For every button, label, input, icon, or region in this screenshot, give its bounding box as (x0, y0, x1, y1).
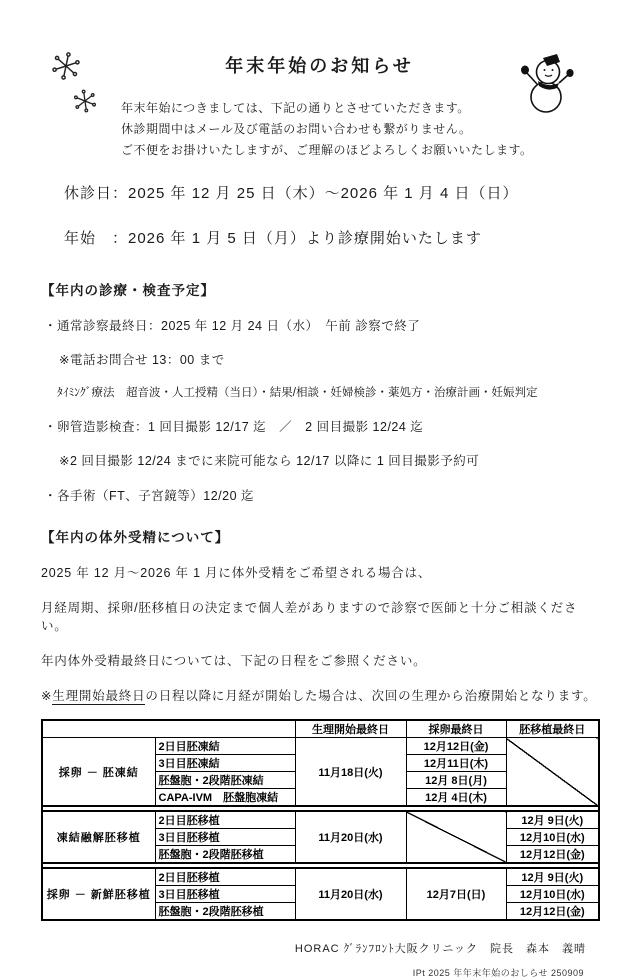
group-label-cell: 採卵 － 新鮮胚移植 (42, 868, 155, 920)
ivf-note (41, 686, 598, 704)
table-corner-cell (42, 720, 295, 738)
schedule-section-heading: 【年内の診療・検査予定】 (41, 283, 215, 298)
ivf-paragraph: 2025 年 12 月～2026 年 1 月に体外受精をご希望される場合は、 (41, 566, 432, 580)
collection-date-cell: 12月7日(日) (406, 868, 506, 920)
snowman-icon (513, 50, 581, 125)
start-date-cell: 11月20日(水) (295, 868, 406, 920)
closed-period-line: 休診日：2025 年 12 月 25 日（木）～2026 年 1 月 4 日（日） (64, 185, 519, 202)
row-label-cell: 3日目胚移植 (155, 886, 295, 903)
table-header-cell: 採卵最終日 (406, 720, 506, 738)
row-label-cell: 2日目胚凍結 (155, 738, 295, 755)
schedule-note: ※2 回目撮影 12/24 までに来院可能なら 12/17 以降に 1 回目撮影予約可 (59, 454, 480, 468)
row-label-cell: 胚盤胞・2段階胚移植 (155, 846, 295, 864)
schedule-note: ※電話お問合せ 13：00 まで (59, 353, 225, 367)
group-label-cell: 採卵 － 胚凍結 (42, 738, 155, 807)
diagonal-cell (506, 738, 599, 807)
start-date-cell: 11月18日(火) (295, 738, 406, 807)
ivf-note-rest: の日程以降に月経が開始した場合は、次回の生理から治療開始となります。 (145, 689, 597, 703)
row-label-cell: 3日目胚移植 (155, 829, 295, 846)
page-title: 年末年始のお知らせ (225, 56, 414, 76)
table-row (42, 868, 599, 886)
ivf-deadline-table (41, 719, 600, 921)
diagonal-cell (406, 811, 506, 863)
intro-line: 休診期間中はメール及び電話のお問い合わせも繋がりません。 (121, 122, 472, 136)
row-label-cell: 3日目胚凍結 (155, 755, 295, 772)
reopen-date-line: 年始 ：2026 年 1 月 5 日（月）より診療開始いたします (64, 230, 482, 247)
group-label-cell: 凍結融解胚移植 (42, 811, 155, 863)
ivf-note-underlined: 生理開始最終日 (52, 689, 146, 703)
schedule-detail: ﾀｲﾐﾝｸﾞ療法 超音波・人工授精（当日）・結果/相談・妊婦検診・薬処方・治療計画・妊娠判定 (57, 387, 538, 399)
transfer-date-cell: 12月12日(金) (506, 846, 599, 864)
transfer-date-cell: 12月10日(水) (506, 829, 599, 846)
row-label-cell: 2日目胚移植 (155, 868, 295, 886)
ivf-paragraph: 年内体外受精最終日については、下記の日程をご参照ください。 (41, 654, 427, 668)
clinic-signature: HORAC ｸﾞﾗﾝﾌﾛﾝﾄ大阪クリニック 院長 森本 義晴 (294, 943, 586, 955)
document-reference: IPt 2025 年年末年始のおしらせ 250909 (412, 968, 584, 978)
collection-date-cell: 12月 8日(月) (406, 772, 506, 789)
table-header-cell: 生理開始最終日 (295, 720, 406, 738)
schedule-line: ・卵管造影検査：1 回目撮影 12/17 迄 ／ 2 回目撮影 12/24 迄 (44, 420, 424, 434)
row-label-cell: 胚盤胞・2段階胚移植 (155, 903, 295, 921)
transfer-date-cell: 12月12日(金) (506, 903, 599, 921)
intro-line: 年末年始につきましては、下記の通りとさせていただきます。 (121, 101, 470, 115)
table-row (42, 738, 599, 755)
table-header-cell: 胚移植最終日 (506, 720, 599, 738)
collection-date-cell: 12月12日(金) (406, 738, 506, 755)
ivf-section-heading: 【年内の体外受精について】 (41, 530, 230, 545)
snowflake-icon (72, 88, 98, 119)
schedule-line: ・各手術（FT、子宮鏡等）12/20 迄 (44, 489, 255, 503)
transfer-date-cell: 12月 9日(火) (506, 868, 599, 886)
ivf-note-prefix: ※ (41, 689, 53, 703)
row-label-cell: 胚盤胞・2段階胚凍結 (155, 772, 295, 789)
ivf-paragraph: 月経周期、採卵/胚移植日の決定まで個人差がありますので診察で医師と十分ご相談ください。 (41, 601, 578, 633)
table-row (42, 811, 599, 829)
collection-date-cell: 12月11日(木) (406, 755, 506, 772)
start-date-cell: 11月20日(水) (295, 811, 406, 863)
intro-line: ご不便をお掛けいたしますが、ご理解のほどよろしくお願いいたします。 (121, 143, 533, 157)
transfer-date-cell: 12月10日(水) (506, 886, 599, 903)
snowflake-icon (50, 50, 82, 87)
schedule-line: ・通常診察最終日：2025 年 12 月 24 日（水） 午前 診察で終了 (44, 319, 421, 333)
transfer-date-cell: 12月 9日(火) (506, 811, 599, 829)
collection-date-cell: 12月 4日(木) (406, 789, 506, 807)
row-label-cell: CAPA-IVM 胚盤胞凍結 (155, 789, 295, 807)
row-label-cell: 2日目胚移植 (155, 811, 295, 829)
